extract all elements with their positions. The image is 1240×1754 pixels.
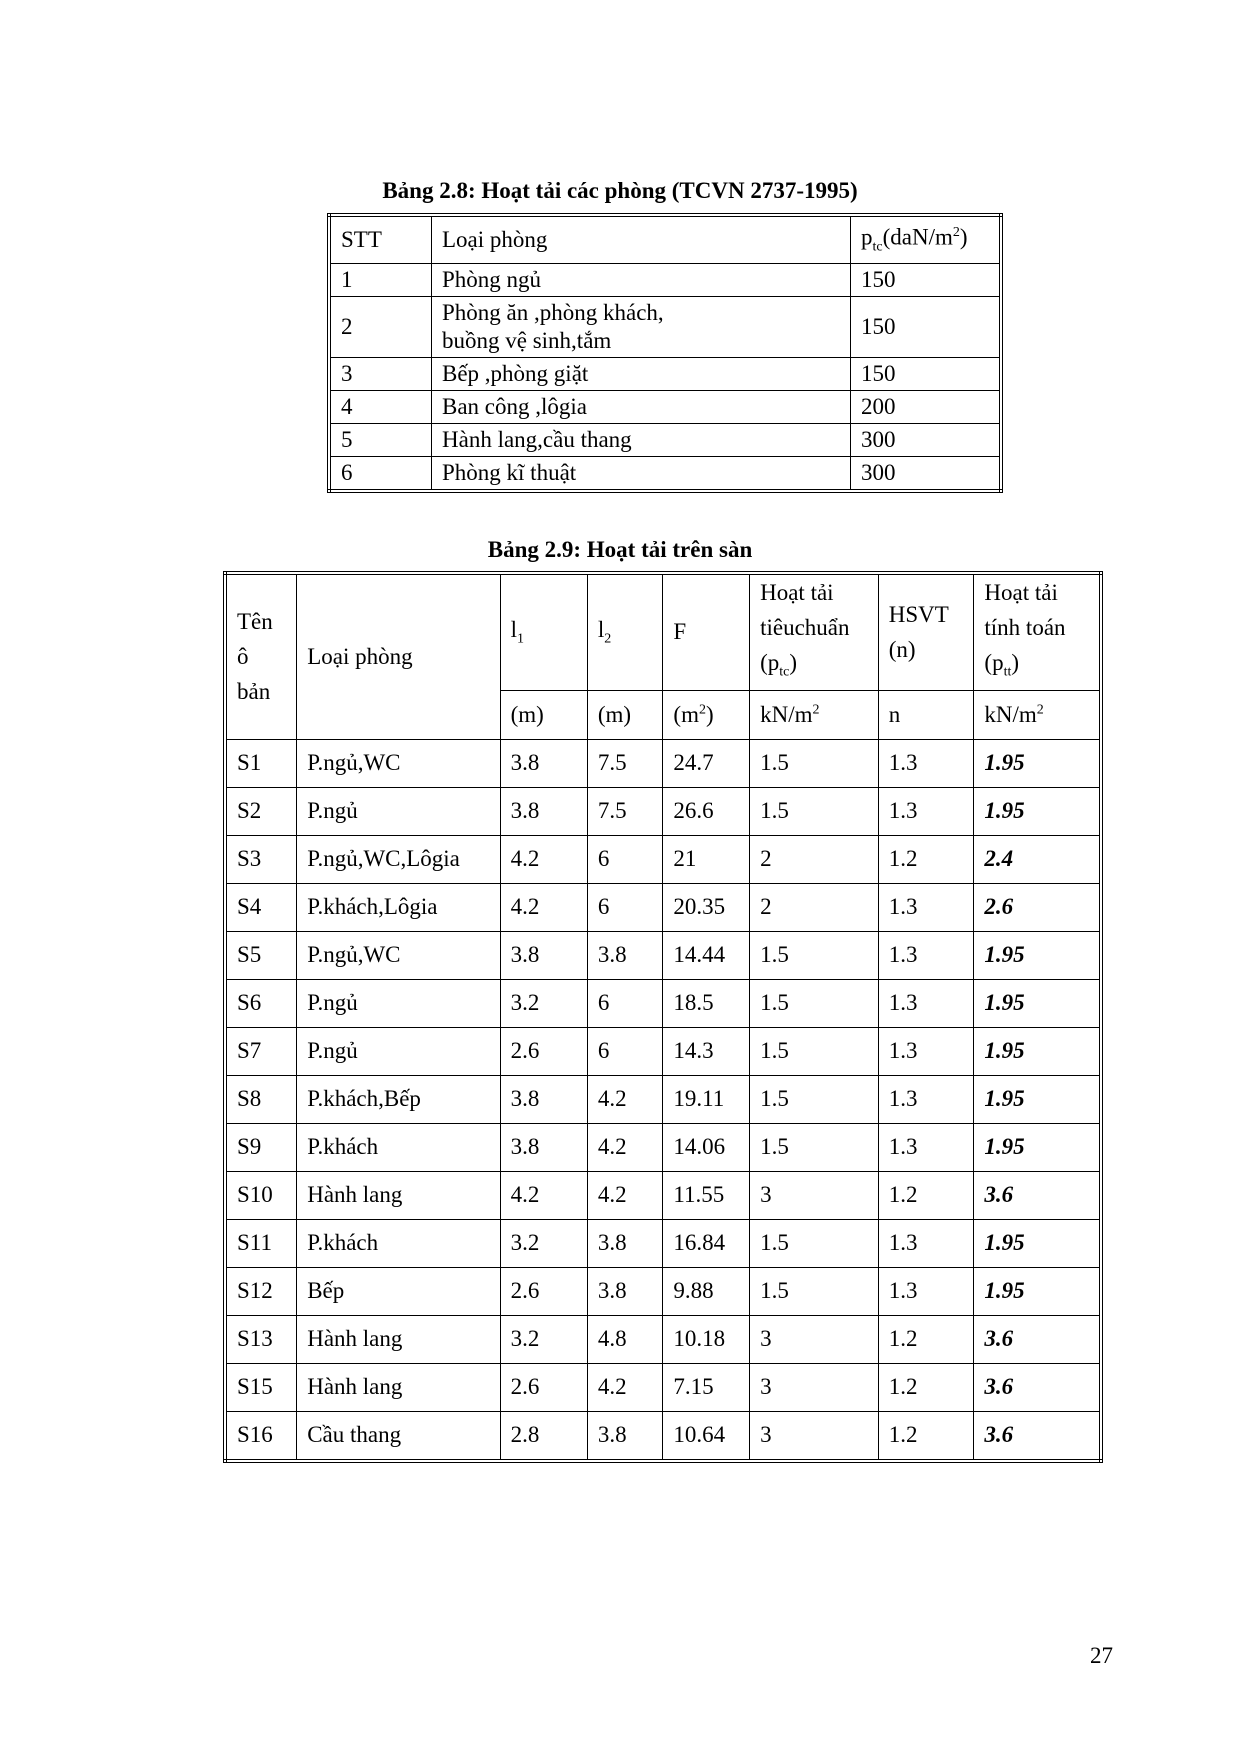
cell-design-load: 2.4 bbox=[974, 835, 1101, 883]
cell-room-type: P.ngủ bbox=[297, 1027, 500, 1075]
cell-load-factor: 1.3 bbox=[878, 1027, 974, 1075]
cell-design-load: 3.6 bbox=[974, 1363, 1101, 1411]
cell-l1: 3.8 bbox=[500, 1123, 587, 1171]
header-area: F bbox=[663, 573, 750, 690]
table2-row bbox=[225, 1075, 1101, 1123]
cell-area: 16.84 bbox=[663, 1219, 750, 1267]
header-l1: $l_1$ bbox=[500, 573, 587, 690]
cell-load-value: 300 bbox=[851, 424, 1002, 457]
unit-area: $(m^2)$ bbox=[663, 690, 750, 739]
cell-room-type: Cầu thang bbox=[297, 1411, 500, 1461]
cell-load-factor: 1.2 bbox=[878, 1411, 974, 1461]
cell-stt: 3 bbox=[329, 358, 432, 391]
room-type-line: Phòng ngủ bbox=[442, 267, 542, 293]
cell-load-value: 150 bbox=[851, 358, 1002, 391]
cell-l2: 7.5 bbox=[587, 739, 663, 787]
cell-area: 14.06 bbox=[663, 1123, 750, 1171]
cell-l2: 3.8 bbox=[587, 1411, 663, 1461]
cell-room-type bbox=[432, 358, 851, 391]
cell-standard-load: 1.5 bbox=[750, 1027, 879, 1075]
page-number: 27 bbox=[1090, 1643, 1113, 1668]
cell-design-load: 1.95 bbox=[974, 739, 1101, 787]
cell-l2: 3.8 bbox=[587, 1267, 663, 1315]
room-type-line: Ban công ,lôgia bbox=[442, 394, 587, 420]
cell-slab-name: S3 bbox=[225, 835, 297, 883]
cell-area: 14.44 bbox=[663, 931, 750, 979]
table2-row bbox=[225, 883, 1101, 931]
cell-design-load: 1.95 bbox=[974, 1219, 1101, 1267]
cell-room-type: P.ngủ,WC,Lôgia bbox=[297, 835, 500, 883]
cell-slab-name: S11 bbox=[225, 1219, 297, 1267]
cell-design-load: 3.6 bbox=[974, 1411, 1101, 1461]
cell-load-factor: 1.3 bbox=[878, 1075, 974, 1123]
cell-slab-name: S6 bbox=[225, 979, 297, 1027]
cell-load-value: 300 bbox=[851, 457, 1002, 492]
table2-row bbox=[225, 739, 1101, 787]
header-room-type: Loại phòng bbox=[297, 573, 500, 739]
header-room-type: Loại phòng bbox=[432, 215, 851, 264]
cell-l1: 4.2 bbox=[500, 1171, 587, 1219]
cell-l1: 2.6 bbox=[500, 1027, 587, 1075]
table1-row bbox=[329, 424, 1001, 457]
cell-room-type: P.khách bbox=[297, 1123, 500, 1171]
cell-room-type bbox=[432, 297, 851, 358]
cell-l1: 2.6 bbox=[500, 1267, 587, 1315]
cell-slab-name: S2 bbox=[225, 787, 297, 835]
cell-design-load: 3.6 bbox=[974, 1171, 1101, 1219]
cell-design-load: 1.95 bbox=[974, 979, 1101, 1027]
cell-l1: 4.2 bbox=[500, 835, 587, 883]
cell-room-type bbox=[432, 457, 851, 492]
header-stt: STT bbox=[329, 215, 432, 264]
cell-l1: 3.2 bbox=[500, 1219, 587, 1267]
cell-design-load: 2.6 bbox=[974, 883, 1101, 931]
room-type-line: Bếp ,phòng giặt bbox=[442, 361, 589, 387]
table1-row bbox=[329, 297, 1001, 358]
cell-area: 14.3 bbox=[663, 1027, 750, 1075]
cell-slab-name: S10 bbox=[225, 1171, 297, 1219]
cell-design-load: 1.95 bbox=[974, 1267, 1101, 1315]
cell-area: 19.11 bbox=[663, 1075, 750, 1123]
cell-standard-load: 1.5 bbox=[750, 1267, 879, 1315]
cell-design-load: 1.95 bbox=[974, 787, 1101, 835]
cell-standard-load: 3 bbox=[750, 1363, 879, 1411]
cell-stt: 2 bbox=[329, 297, 432, 358]
table2-caption: Bảng 2.9: Hoạt tải trên sàn bbox=[487, 537, 753, 562]
cell-standard-load: 1.5 bbox=[750, 1123, 879, 1171]
cell-area: 24.7 bbox=[663, 739, 750, 787]
cell-load-factor: 1.3 bbox=[878, 883, 974, 931]
cell-standard-load: 1.5 bbox=[750, 1219, 879, 1267]
cell-room-type: P.ngủ,WC bbox=[297, 739, 500, 787]
cell-design-load: 1.95 bbox=[974, 1027, 1101, 1075]
cell-area: 21 bbox=[663, 835, 750, 883]
cell-l1: 3.8 bbox=[500, 739, 587, 787]
cell-l2: 6 bbox=[587, 835, 663, 883]
cell-standard-load: 2 bbox=[750, 835, 879, 883]
cell-l1: 3.2 bbox=[500, 1315, 587, 1363]
cell-l1: 2.8 bbox=[500, 1411, 587, 1461]
cell-l2: 6 bbox=[587, 979, 663, 1027]
table2-row bbox=[225, 1411, 1101, 1461]
cell-load-factor: 1.2 bbox=[878, 1171, 974, 1219]
table2-row bbox=[225, 1171, 1101, 1219]
cell-room-type: P.ngủ bbox=[297, 979, 500, 1027]
cell-l2: 4.2 bbox=[587, 1123, 663, 1171]
cell-room-type: P.ngủ,WC bbox=[297, 931, 500, 979]
unit-design-load: $kN/m^2$ bbox=[974, 690, 1101, 739]
table1-caption: Bảng 2.8: Hoạt tải các phòng (TCVN 2737-1995) bbox=[382, 178, 858, 203]
table2-row bbox=[225, 1363, 1101, 1411]
cell-room-type: P.ngủ bbox=[297, 787, 500, 835]
cell-standard-load: 3 bbox=[750, 1411, 879, 1461]
cell-stt: 5 bbox=[329, 424, 432, 457]
table1-row bbox=[329, 457, 1001, 492]
room-type-line: buồng vệ sinh,tắm bbox=[442, 328, 612, 354]
cell-l1: 4.2 bbox=[500, 883, 587, 931]
cell-room-type: Hành lang bbox=[297, 1315, 500, 1363]
cell-slab-name: S12 bbox=[225, 1267, 297, 1315]
table1-row bbox=[329, 358, 1001, 391]
cell-area: 20.35 bbox=[663, 883, 750, 931]
table1-row bbox=[329, 391, 1001, 424]
cell-standard-load: 1.5 bbox=[750, 787, 879, 835]
cell-slab-name: S5 bbox=[225, 931, 297, 979]
cell-design-load: 1.95 bbox=[974, 1123, 1101, 1171]
cell-area: 26.6 bbox=[663, 787, 750, 835]
cell-l1: 3.8 bbox=[500, 1075, 587, 1123]
header-slab-name: Tên ô bản bbox=[225, 573, 297, 739]
cell-l2: 4.2 bbox=[587, 1363, 663, 1411]
cell-stt: 1 bbox=[329, 264, 432, 297]
cell-slab-name: S16 bbox=[225, 1411, 297, 1461]
table2-row bbox=[225, 1219, 1101, 1267]
table2-row bbox=[225, 787, 1101, 835]
cell-room-type bbox=[432, 391, 851, 424]
cell-l2: 4.2 bbox=[587, 1171, 663, 1219]
cell-load-value: 150 bbox=[851, 297, 1002, 358]
cell-l2: 3.8 bbox=[587, 931, 663, 979]
table1-header-row bbox=[329, 215, 1001, 264]
cell-standard-load: 3 bbox=[750, 1315, 879, 1363]
cell-load-factor: 1.3 bbox=[878, 1219, 974, 1267]
floor-load-table bbox=[223, 571, 1103, 1463]
cell-l2: 6 bbox=[587, 1027, 663, 1075]
unit-l2: (m) bbox=[587, 690, 663, 739]
cell-standard-load: 3 bbox=[750, 1171, 879, 1219]
table2-row bbox=[225, 1027, 1101, 1075]
table2-header-row bbox=[225, 573, 1101, 690]
table2-row bbox=[225, 931, 1101, 979]
cell-load-factor: 1.3 bbox=[878, 1267, 974, 1315]
cell-l1: 2.6 bbox=[500, 1363, 587, 1411]
header-standard-load: Hoạt tải tiêuchuẩn $(p_{tc})$ bbox=[750, 573, 879, 690]
room-type-line: Hành lang,cầu thang bbox=[442, 427, 632, 453]
cell-room-type: P.khách bbox=[297, 1219, 500, 1267]
cell-l2: 4.2 bbox=[587, 1075, 663, 1123]
unit-l1: (m) bbox=[500, 690, 587, 739]
cell-load-factor: 1.3 bbox=[878, 1123, 974, 1171]
cell-slab-name: S9 bbox=[225, 1123, 297, 1171]
header-load-factor: HSVT (n) bbox=[878, 573, 974, 690]
room-type-line: Phòng ăn ,phòng khách, bbox=[442, 300, 664, 326]
cell-load-factor: 1.2 bbox=[878, 1315, 974, 1363]
cell-room-type: Bếp bbox=[297, 1267, 500, 1315]
cell-design-load: 3.6 bbox=[974, 1315, 1101, 1363]
table2-row bbox=[225, 1123, 1101, 1171]
cell-load-factor: 1.3 bbox=[878, 931, 974, 979]
cell-slab-name: S8 bbox=[225, 1075, 297, 1123]
cell-slab-name: S7 bbox=[225, 1027, 297, 1075]
header-load: $p_{tc}(daN/m^2)$ bbox=[851, 215, 1002, 264]
cell-area: 11.55 bbox=[663, 1171, 750, 1219]
cell-load-factor: 1.3 bbox=[878, 739, 974, 787]
header-design-load: Hoạt tải tính toán $(p_{tt})$ bbox=[974, 573, 1101, 690]
header-l2: $l_2$ bbox=[587, 573, 663, 690]
cell-stt: 4 bbox=[329, 391, 432, 424]
cell-load-factor: 1.3 bbox=[878, 787, 974, 835]
cell-area: 7.15 bbox=[663, 1363, 750, 1411]
cell-load-factor: 1.2 bbox=[878, 1363, 974, 1411]
table2-row bbox=[225, 979, 1101, 1027]
cell-load-value: 200 bbox=[851, 391, 1002, 424]
table2-row bbox=[225, 1315, 1101, 1363]
cell-standard-load: 1.5 bbox=[750, 979, 879, 1027]
cell-room-type: Hành lang bbox=[297, 1363, 500, 1411]
table1-row bbox=[329, 264, 1001, 297]
cell-design-load: 1.95 bbox=[974, 1075, 1101, 1123]
cell-room-type: P.khách,Bếp bbox=[297, 1075, 500, 1123]
cell-slab-name: S4 bbox=[225, 883, 297, 931]
table2-row bbox=[225, 1267, 1101, 1315]
cell-slab-name: S1 bbox=[225, 739, 297, 787]
cell-load-factor: 1.2 bbox=[878, 835, 974, 883]
cell-standard-load: 1.5 bbox=[750, 931, 879, 979]
cell-standard-load: 1.5 bbox=[750, 1075, 879, 1123]
cell-design-load: 1.95 bbox=[974, 931, 1101, 979]
cell-standard-load: 1.5 bbox=[750, 739, 879, 787]
cell-area: 18.5 bbox=[663, 979, 750, 1027]
cell-area: 9.88 bbox=[663, 1267, 750, 1315]
cell-room-type bbox=[432, 264, 851, 297]
cell-stt: 6 bbox=[329, 457, 432, 492]
cell-slab-name: S13 bbox=[225, 1315, 297, 1363]
unit-standard-load: $kN/m^2$ bbox=[750, 690, 879, 739]
cell-room-type bbox=[432, 424, 851, 457]
cell-l2: 6 bbox=[587, 883, 663, 931]
cell-area: 10.64 bbox=[663, 1411, 750, 1461]
room-load-table bbox=[327, 213, 1003, 493]
cell-slab-name: S15 bbox=[225, 1363, 297, 1411]
cell-l1: 3.8 bbox=[500, 787, 587, 835]
cell-area: 10.18 bbox=[663, 1315, 750, 1363]
cell-standard-load: 2 bbox=[750, 883, 879, 931]
cell-room-type: Hành lang bbox=[297, 1171, 500, 1219]
cell-l1: 3.2 bbox=[500, 979, 587, 1027]
room-type-line: Phòng kĩ thuật bbox=[442, 460, 577, 486]
unit-load-factor: n bbox=[878, 690, 974, 739]
table2-row bbox=[225, 835, 1101, 883]
cell-l2: 3.8 bbox=[587, 1219, 663, 1267]
cell-l2: 4.8 bbox=[587, 1315, 663, 1363]
cell-l1: 3.8 bbox=[500, 931, 587, 979]
cell-load-value: 150 bbox=[851, 264, 1002, 297]
cell-l2: 7.5 bbox=[587, 787, 663, 835]
cell-load-factor: 1.3 bbox=[878, 979, 974, 1027]
cell-room-type: P.khách,Lôgia bbox=[297, 883, 500, 931]
